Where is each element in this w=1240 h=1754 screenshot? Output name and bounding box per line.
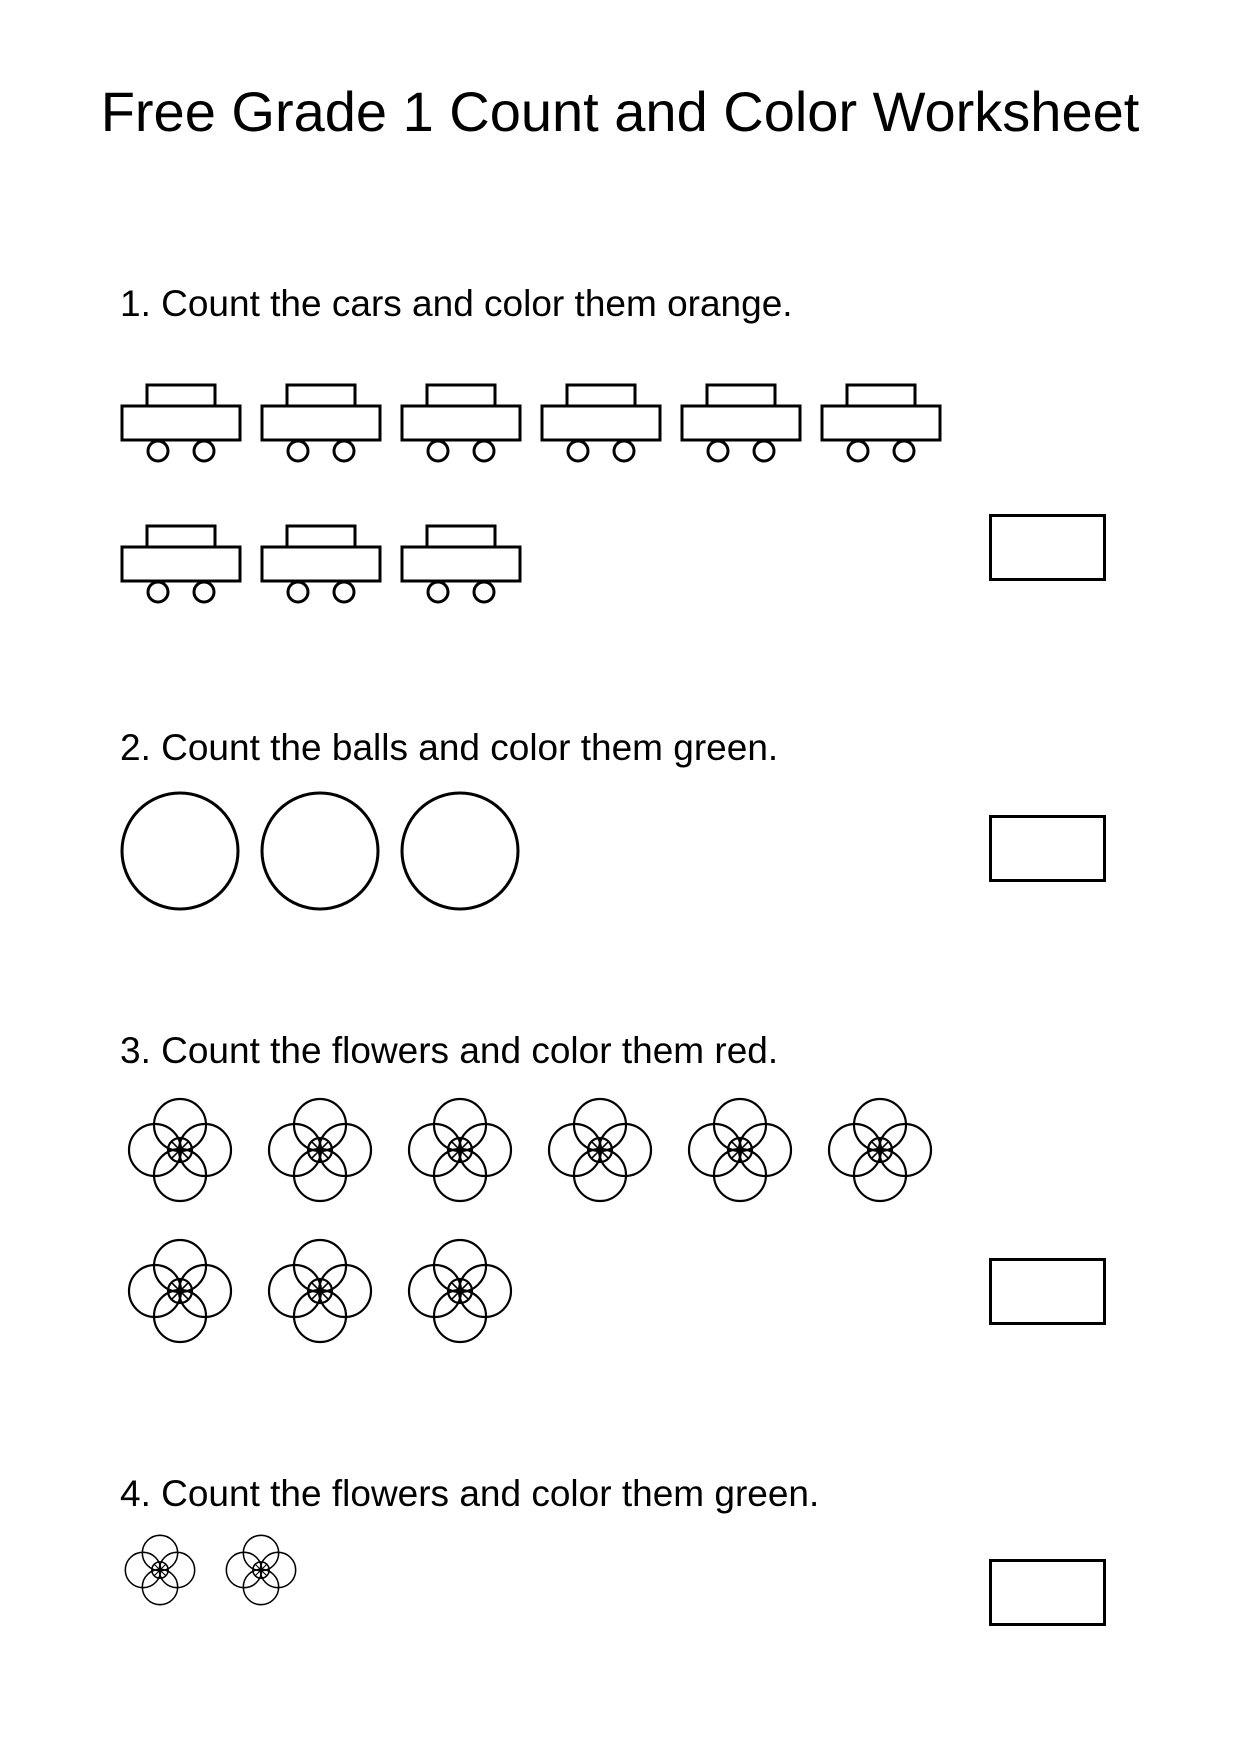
car-icon (402, 526, 520, 602)
car-icon (402, 385, 520, 461)
flower-icon (269, 1240, 371, 1342)
flower-icon (829, 1099, 931, 1201)
flower-icon (409, 1099, 511, 1201)
flower-icon (409, 1240, 511, 1342)
car-icon (822, 385, 940, 461)
question-2-text: 2. Count the balls and color them green. (120, 727, 779, 768)
ball-icon (262, 793, 378, 909)
car-icon (122, 385, 240, 461)
page-title: Free Grade 1 Count and Color Worksheet (100, 80, 1140, 143)
question-4-text: 4. Count the flowers and color them green. (120, 1473, 820, 1514)
flower-icon (549, 1099, 651, 1201)
answer-box-2[interactable] (989, 815, 1106, 882)
car-icon (122, 526, 240, 602)
flower-icon (689, 1099, 791, 1201)
ball-icon (122, 793, 238, 909)
question-3-text: 3. Count the flowers and color them red. (120, 1030, 779, 1071)
answer-box-4[interactable] (989, 1559, 1106, 1626)
question-1-text: 1. Count the cars and color them orange. (120, 283, 793, 324)
ball-icon (402, 793, 518, 909)
flower-icon (226, 1535, 295, 1604)
car-icon (262, 385, 380, 461)
answer-box-1[interactable] (989, 514, 1106, 581)
flower-icon (125, 1535, 194, 1604)
answer-box-3[interactable] (989, 1258, 1106, 1325)
flower-icon (269, 1099, 371, 1201)
car-icon (262, 526, 380, 602)
flower-icon (129, 1099, 231, 1201)
flower-icon (129, 1240, 231, 1342)
car-icon (542, 385, 660, 461)
car-icon (682, 385, 800, 461)
